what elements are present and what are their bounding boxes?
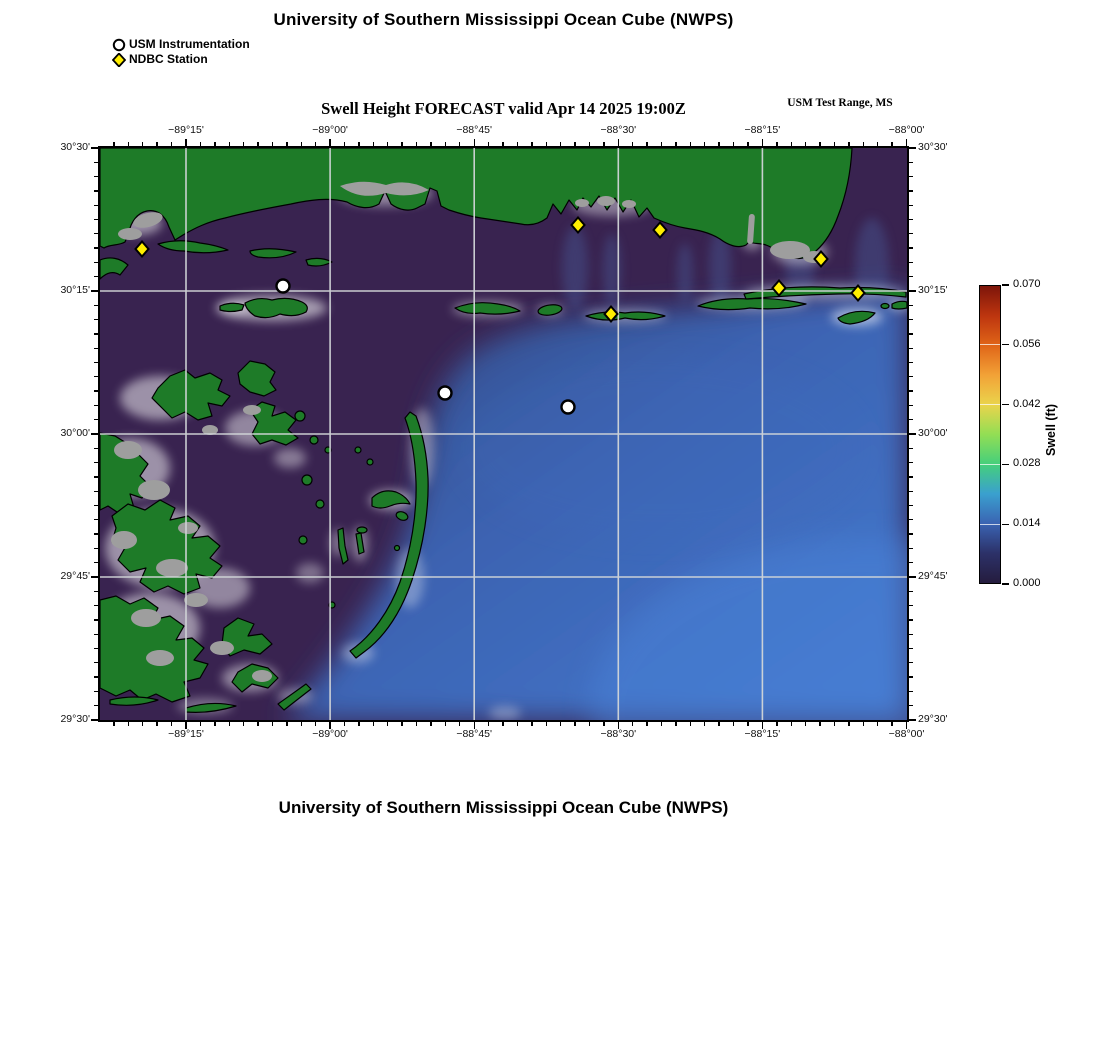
y-minor-tick — [94, 319, 98, 320]
colorbar-tick-label: 0.014 — [1013, 517, 1041, 530]
x-minor-tick — [690, 722, 691, 726]
x-tick-label: −88°45' — [456, 728, 493, 740]
x-minor-tick — [373, 722, 374, 726]
x-minor-tick — [675, 722, 676, 726]
y-minor-tick — [94, 548, 98, 549]
y-major-tick — [909, 433, 916, 434]
x-minor-tick — [776, 722, 777, 726]
y-minor-tick — [94, 376, 98, 377]
y-minor-tick — [909, 619, 913, 620]
y-minor-tick — [909, 491, 913, 492]
colorbar-tick — [1002, 524, 1009, 525]
x-minor-tick — [128, 142, 129, 146]
y-minor-tick — [94, 519, 98, 520]
x-minor-tick — [877, 142, 878, 146]
x-minor-tick — [546, 142, 547, 146]
y-major-tick — [91, 433, 98, 434]
y-major-tick — [91, 290, 98, 291]
x-minor-tick — [488, 142, 489, 146]
y-minor-tick — [94, 348, 98, 349]
y-major-tick — [91, 719, 98, 720]
x-minor-tick — [718, 142, 719, 146]
y-tick-label: 30°30' — [60, 141, 90, 153]
y-minor-tick — [909, 319, 913, 320]
legend-item-usm — [112, 37, 250, 52]
x-minor-tick — [358, 142, 359, 146]
colorbar-tick — [1002, 344, 1009, 345]
colorbar-tick-label: 0.028 — [1013, 457, 1041, 470]
y-minor-tick — [909, 705, 913, 706]
y-minor-tick — [909, 162, 913, 163]
y-minor-tick — [909, 190, 913, 191]
x-minor-tick — [128, 722, 129, 726]
y-tick-label: 29°45' — [60, 570, 90, 582]
x-minor-tick — [646, 722, 647, 726]
y-minor-tick — [94, 390, 98, 391]
x-tick-label: −89°00' — [312, 728, 348, 740]
y-minor-tick — [94, 605, 98, 606]
y-tick-label: 30°00' — [918, 427, 948, 439]
y-minor-tick — [94, 419, 98, 420]
y-minor-tick — [909, 548, 913, 549]
x-minor-tick — [214, 722, 215, 726]
y-minor-tick — [909, 676, 913, 677]
x-minor-tick — [704, 722, 705, 726]
x-major-tick — [329, 139, 330, 146]
x-minor-tick — [387, 722, 388, 726]
y-minor-tick — [909, 419, 913, 420]
y-minor-tick — [909, 605, 913, 606]
x-minor-tick — [387, 142, 388, 146]
colorbar-title: Swell (ft) — [1044, 403, 1058, 457]
x-minor-tick — [156, 142, 157, 146]
y-major-tick — [909, 147, 916, 148]
x-minor-tick — [315, 142, 316, 146]
x-minor-tick — [445, 722, 446, 726]
x-minor-tick — [229, 142, 230, 146]
x-minor-tick — [517, 142, 518, 146]
y-minor-tick — [909, 405, 913, 406]
x-minor-tick — [401, 142, 402, 146]
legend-item-ndbc — [112, 52, 250, 67]
y-tick-label: 29°30' — [918, 713, 948, 725]
x-minor-tick — [733, 722, 734, 726]
x-minor-tick — [301, 142, 302, 146]
x-minor-tick — [819, 722, 820, 726]
x-minor-tick — [632, 722, 633, 726]
y-minor-tick — [909, 219, 913, 220]
y-minor-tick — [94, 691, 98, 692]
x-major-tick — [906, 139, 907, 146]
colorbar-tick-label: 0.056 — [1013, 337, 1041, 350]
x-minor-tick — [848, 142, 849, 146]
x-minor-tick — [344, 722, 345, 726]
x-minor-tick — [301, 722, 302, 726]
y-minor-tick — [94, 448, 98, 449]
colorbar-gridline — [980, 464, 1000, 465]
y-minor-tick — [909, 519, 913, 520]
x-tick-label: −88°45' — [456, 124, 493, 136]
x-minor-tick — [661, 722, 662, 726]
y-major-tick — [909, 290, 916, 291]
y-minor-tick — [94, 247, 98, 248]
colorbar-tick — [1002, 464, 1009, 465]
y-minor-tick — [909, 476, 913, 477]
y-minor-tick — [909, 205, 913, 206]
x-minor-tick — [214, 142, 215, 146]
y-minor-tick — [94, 233, 98, 234]
x-minor-tick — [286, 142, 287, 146]
y-major-tick — [91, 147, 98, 148]
y-minor-tick — [94, 591, 98, 592]
x-minor-tick — [358, 722, 359, 726]
x-minor-tick — [488, 722, 489, 726]
y-minor-tick — [94, 676, 98, 677]
y-minor-tick — [909, 305, 913, 306]
colorbar-gridline — [980, 344, 1000, 345]
x-tick-label: −88°15' — [744, 124, 781, 136]
x-major-tick — [762, 139, 763, 146]
y-minor-tick — [94, 634, 98, 635]
x-minor-tick — [690, 142, 691, 146]
y-major-tick — [909, 576, 916, 577]
x-minor-tick — [891, 142, 892, 146]
y-minor-tick — [94, 333, 98, 334]
x-minor-tick — [546, 722, 547, 726]
x-minor-tick — [791, 142, 792, 146]
y-minor-tick — [94, 648, 98, 649]
x-minor-tick — [459, 722, 460, 726]
x-tick-label: −89°00' — [312, 124, 348, 136]
y-minor-tick — [94, 619, 98, 620]
y-minor-tick — [909, 648, 913, 649]
x-minor-tick — [805, 142, 806, 146]
colorbar-gridline — [980, 404, 1000, 405]
x-minor-tick — [257, 722, 258, 726]
usm-instrument-marker — [277, 280, 290, 293]
map-legend — [112, 37, 250, 67]
x-minor-tick — [502, 142, 503, 146]
y-minor-tick — [909, 376, 913, 377]
x-minor-tick — [661, 142, 662, 146]
y-minor-tick — [909, 462, 913, 463]
y-minor-tick — [909, 662, 913, 663]
x-tick-label: −88°15' — [744, 728, 781, 740]
y-minor-tick — [909, 390, 913, 391]
x-minor-tick — [848, 722, 849, 726]
y-minor-tick — [94, 462, 98, 463]
colorbar-tick — [1002, 404, 1009, 405]
x-minor-tick — [517, 722, 518, 726]
y-minor-tick — [94, 190, 98, 191]
x-minor-tick — [286, 722, 287, 726]
y-minor-tick — [94, 219, 98, 220]
x-minor-tick — [747, 142, 748, 146]
y-minor-tick — [909, 233, 913, 234]
x-minor-tick — [603, 142, 604, 146]
y-minor-tick — [909, 562, 913, 563]
x-minor-tick — [459, 142, 460, 146]
y-minor-tick — [909, 505, 913, 506]
x-major-tick — [474, 139, 475, 146]
x-minor-tick — [834, 722, 835, 726]
y-minor-tick — [909, 176, 913, 177]
diamond-icon — [112, 53, 126, 67]
x-minor-tick — [113, 142, 114, 146]
x-minor-tick — [430, 722, 431, 726]
x-minor-tick — [502, 722, 503, 726]
y-tick-label: 30°00' — [60, 427, 90, 439]
x-minor-tick — [589, 722, 590, 726]
x-minor-tick — [200, 142, 201, 146]
x-minor-tick — [718, 722, 719, 726]
x-minor-tick — [574, 722, 575, 726]
x-minor-tick — [531, 722, 532, 726]
y-tick-label: 30°30' — [918, 141, 948, 153]
y-minor-tick — [94, 176, 98, 177]
x-minor-tick — [171, 142, 172, 146]
y-minor-tick — [94, 505, 98, 506]
x-minor-tick — [142, 722, 143, 726]
x-tick-label: −89°15' — [168, 124, 204, 136]
x-minor-tick — [560, 142, 561, 146]
y-minor-tick — [909, 333, 913, 334]
x-minor-tick — [863, 142, 864, 146]
footer-title: University of Southern Mississippi Ocean Cube (NWPS) — [278, 798, 729, 817]
y-minor-tick — [94, 705, 98, 706]
colorbar-gridline — [980, 524, 1000, 525]
y-minor-tick — [909, 634, 913, 635]
y-major-tick — [91, 576, 98, 577]
chart-title: Swell Height FORECAST valid Apr 14 2025 19:00Z — [321, 99, 686, 118]
x-tick-label: −88°00' — [888, 728, 925, 740]
x-tick-label: −88°30' — [600, 728, 637, 740]
usm-instrument-marker — [439, 387, 452, 400]
x-minor-tick — [272, 142, 273, 146]
x-tick-label: −88°30' — [600, 124, 637, 136]
legend-label-ndbc: NDBC Station — [129, 52, 208, 66]
x-minor-tick — [445, 142, 446, 146]
page-title: University of Southern Mississippi Ocean Cube (NWPS) — [273, 10, 734, 29]
y-tick-label: 30°15' — [918, 284, 948, 296]
colorbar — [979, 285, 1001, 584]
y-minor-tick — [94, 662, 98, 663]
y-minor-tick — [909, 262, 913, 263]
y-tick-label: 29°45' — [918, 570, 948, 582]
x-minor-tick — [834, 142, 835, 146]
x-minor-tick — [791, 722, 792, 726]
x-minor-tick — [776, 142, 777, 146]
x-minor-tick — [877, 722, 878, 726]
x-minor-tick — [200, 722, 201, 726]
y-tick-label: 30°15' — [60, 284, 90, 296]
x-minor-tick — [819, 142, 820, 146]
colorbar-tick — [1002, 583, 1009, 584]
y-minor-tick — [94, 305, 98, 306]
x-minor-tick — [603, 722, 604, 726]
colorbar-tick — [1002, 284, 1009, 285]
x-minor-tick — [704, 142, 705, 146]
x-minor-tick — [733, 142, 734, 146]
x-minor-tick — [113, 722, 114, 726]
y-minor-tick — [909, 362, 913, 363]
x-minor-tick — [805, 722, 806, 726]
legend-label-usm: USM Instrumentation — [129, 37, 250, 51]
map-area — [100, 148, 907, 720]
x-minor-tick — [632, 142, 633, 146]
x-minor-tick — [142, 142, 143, 146]
y-minor-tick — [909, 533, 913, 534]
x-minor-tick — [344, 142, 345, 146]
x-tick-label: −89°15' — [168, 728, 204, 740]
y-minor-tick — [94, 262, 98, 263]
y-minor-tick — [94, 276, 98, 277]
x-minor-tick — [171, 722, 172, 726]
x-minor-tick — [646, 142, 647, 146]
x-minor-tick — [589, 142, 590, 146]
x-minor-tick — [229, 722, 230, 726]
y-minor-tick — [909, 691, 913, 692]
forecast-map — [100, 148, 907, 720]
y-minor-tick — [94, 562, 98, 563]
x-minor-tick — [574, 142, 575, 146]
x-tick-label: −88°00' — [888, 124, 925, 136]
y-minor-tick — [909, 276, 913, 277]
y-minor-tick — [909, 591, 913, 592]
x-major-tick — [185, 139, 186, 146]
y-minor-tick — [909, 247, 913, 248]
y-minor-tick — [909, 448, 913, 449]
x-minor-tick — [257, 142, 258, 146]
y-minor-tick — [94, 162, 98, 163]
circle-icon — [112, 38, 126, 52]
colorbar-tick-label: 0.000 — [1013, 577, 1041, 589]
y-minor-tick — [909, 348, 913, 349]
usm-instrument-marker — [562, 401, 575, 414]
x-minor-tick — [416, 142, 417, 146]
colorbar-tick-label: 0.070 — [1013, 278, 1041, 290]
x-minor-tick — [156, 722, 157, 726]
y-minor-tick — [94, 362, 98, 363]
x-minor-tick — [243, 722, 244, 726]
y-minor-tick — [94, 405, 98, 406]
x-major-tick — [618, 139, 619, 146]
x-minor-tick — [747, 722, 748, 726]
y-minor-tick — [94, 533, 98, 534]
x-minor-tick — [531, 142, 532, 146]
x-minor-tick — [430, 142, 431, 146]
y-tick-label: 29°30' — [60, 713, 90, 725]
x-minor-tick — [243, 142, 244, 146]
y-minor-tick — [94, 476, 98, 477]
x-minor-tick — [373, 142, 374, 146]
x-minor-tick — [416, 722, 417, 726]
range-label: USM Test Range, MS — [787, 97, 893, 109]
y-major-tick — [909, 719, 916, 720]
x-minor-tick — [560, 722, 561, 726]
x-minor-tick — [315, 722, 316, 726]
y-minor-tick — [94, 205, 98, 206]
x-minor-tick — [401, 722, 402, 726]
x-minor-tick — [272, 722, 273, 726]
y-minor-tick — [94, 491, 98, 492]
cat-island — [245, 298, 307, 317]
x-minor-tick — [675, 142, 676, 146]
colorbar-tick-label: 0.042 — [1013, 397, 1041, 410]
x-minor-tick — [863, 722, 864, 726]
x-minor-tick — [891, 722, 892, 726]
